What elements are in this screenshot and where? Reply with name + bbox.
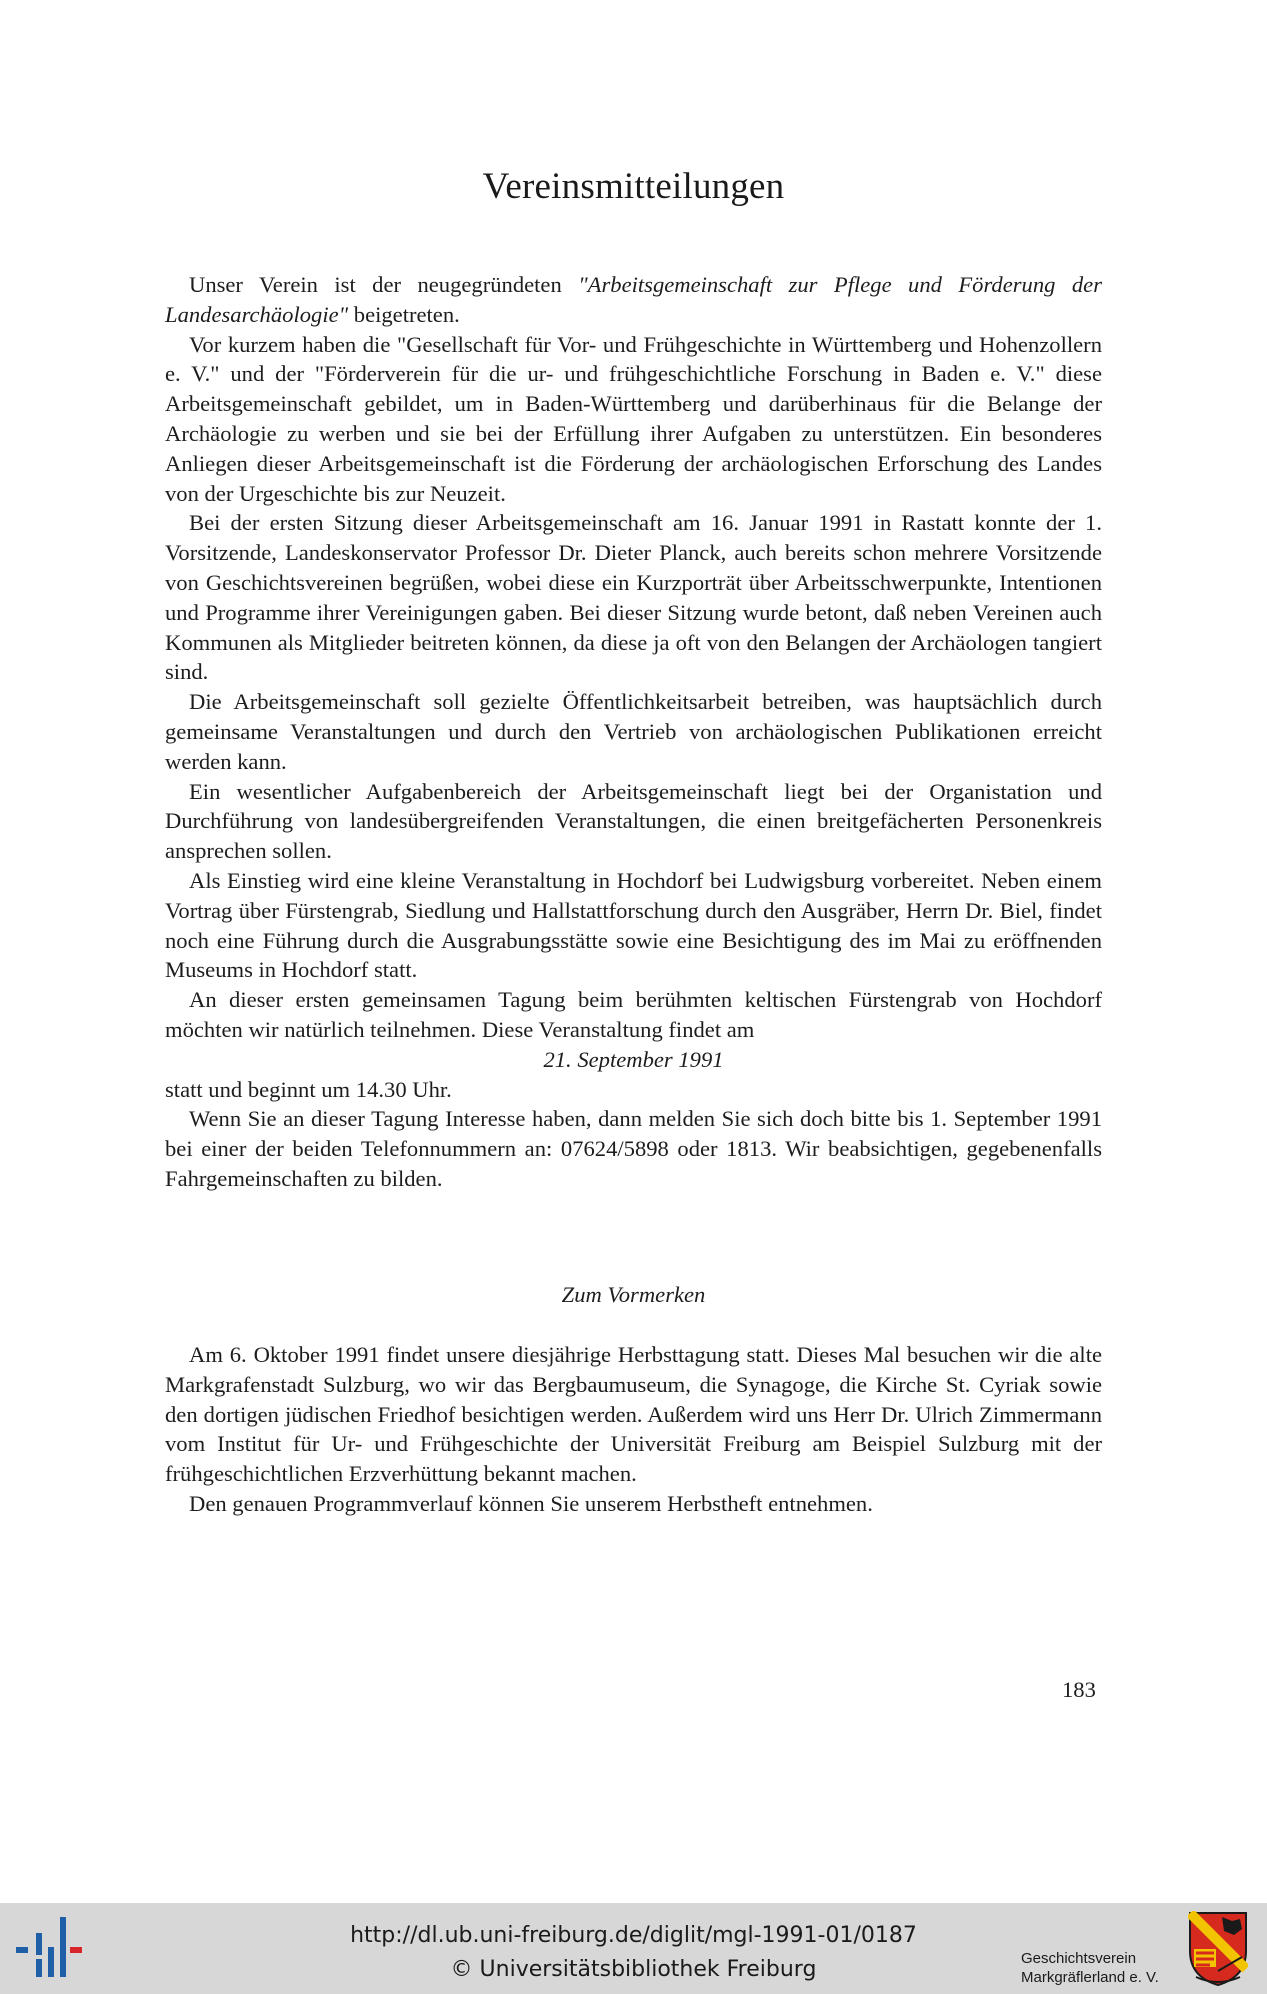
section-vormerken: [165, 1340, 1102, 1519]
coat-of-arms-icon: [1188, 1911, 1248, 1987]
paragraph-2: Vor kurzem haben die "Gesellschaft für Vor- und Frühgeschichte in Württemberg und Hohenzollern e. V." und der "Förderverein für die ur- und frühgeschichtliche Forschung in Baden e. V." diese Arbeitsgemeinschaft gebildet, um in Baden-Württemberg und darüberhinaus für die Belange der Archäologie zu werben und sie bei der Erfüllung ihrer Aufgaben zu unterstützen. Ein besonderes Anliegen dieser Arbeitsgemeinschaft ist die Förderung der archäologischen Erforschung des Landes von der Urgeschichte bis zur Neuzeit.: [165, 331, 1102, 506]
paragraph-3: Bei der ersten Sitzung dieser Arbeitsgemeinschaft am 16. Januar 1991 in Rastatt konnte der 1. Vorsitzende, Landeskonservator Professor Dr. Dieter Planck, auch bereits schon mehrere Vorsitzende von Geschichtsvereinen begrüßen, wobei diese ein Kurzporträt über Arbeitsschwerpunkte, Intentionen und Programme ihrer Vereinigungen gaben. Bei dieser Sitzung wurde betont, daß neben Vereinen auch Kommunen als Mitglieder beitreten können, da diese ja oft von den Belangen der Archäologen tangiert sind.: [165, 510, 1102, 685]
event-date: 21. September 1991: [543, 1046, 724, 1072]
page-number: 183: [1062, 1677, 1096, 1702]
paragraph-1-pre: Unser Verein ist der neugegründeten: [189, 272, 579, 297]
footer-bar: [0, 1903, 1267, 1994]
page-title: Vereinsmitteilungen: [482, 166, 785, 207]
paragraph-5: Ein wesentlicher Aufgabenbereich der Arbeitsgemeinschaft liegt bei der Organistation und Durchführung von landesübergreifenden Veranstaltungen, die einen breitgefächerten Personenkreis ansprechen sollen.: [165, 778, 1102, 864]
footer-org-line1: Geschichtsverein: [1021, 1950, 1137, 1967]
footer-url-link[interactable]: http://dl.ub.uni-freiburg.de/diglit/mgl-1991-01/0187: [350, 1923, 917, 1948]
paragraph-7: An dieser ersten gemeinsamen Tagung beim berühmten keltischen Fürstengrab von Hochdorf möchten wir natürlich teilnehmen. Diese Veranstaltung findet am: [165, 987, 1102, 1042]
paragraph-1: [165, 270, 1102, 330]
paragraph-8: statt und beginnt um 14.30 Uhr.: [165, 1076, 452, 1102]
paragraph-6: Als Einstieg wird eine kleine Veranstaltung in Hochdorf bei Ludwigsburg vorbereitet. Neben einem Vortrag über Fürstengrab, Siedlung und Hallstattforschung durch den Ausgräber, Herrn Dr. Biel, findet noch eine Führung durch die Ausgrabungsstätte sowie eine Besichtigung des im Mai zu eröffnenden Museums in Hochdorf statt.: [165, 867, 1102, 983]
paragraph-11: Den genauen Programmverlauf können Sie unserem Herbstheft entnehmen.: [189, 1490, 873, 1516]
paragraph-10: Am 6. Oktober 1991 findet unsere diesjährige Herbsttagung statt. Dieses Mal besuchen wir die alte Markgrafenstadt Sulzburg, wo wir das Bergbaumuseum, die Synagoge, die Kirche St. Cyriak sowie den dortigen jüdischen Friedhof besichtigen werden. Außerdem wird uns Herr Dr. Ulrich Zimmermann vom Institut für Ur- und Frühgeschichte der Universität Freiburg am Beispiel Sulzburg mit der frühgeschichtlichen Erzverhüttung bekannt machen.: [165, 1342, 1102, 1487]
section-main: [165, 270, 1102, 1194]
footer-org-line2: Markgräflerland e. V.: [1021, 1969, 1159, 1986]
footer-copyright: © Universitätsbibliothek Freiburg: [450, 1957, 817, 1982]
paragraph-9: Wenn Sie an dieser Tagung Interesse haben, dann melden Sie sich doch bitte bis 1. September 1991 bei einer der beiden Telefonnummern an: 07624/5898 oder 1813. Wir beabsichtigen, gegebenenfalls Fahrgemeinschaften zu bilden.: [165, 1106, 1102, 1191]
paragraph-1-italic: "Arbeitsgemeinschaft zur Pflege und Förderung der Landesarchäologie": [165, 272, 1102, 327]
paragraph-4: Die Arbeitsgemeinschaft soll gezielte Öffentlichkeitsarbeit betreiben, was hauptsächlich durch gemeinsame Veranstaltungen und durch den Vertrieb von archäologischen Publikationen erreicht werden kann.: [165, 689, 1102, 774]
paragraph-1-post: beigetreten.: [348, 301, 460, 327]
subheading: Zum Vormerken: [561, 1282, 706, 1307]
footer-organization: [1021, 1949, 1159, 1987]
